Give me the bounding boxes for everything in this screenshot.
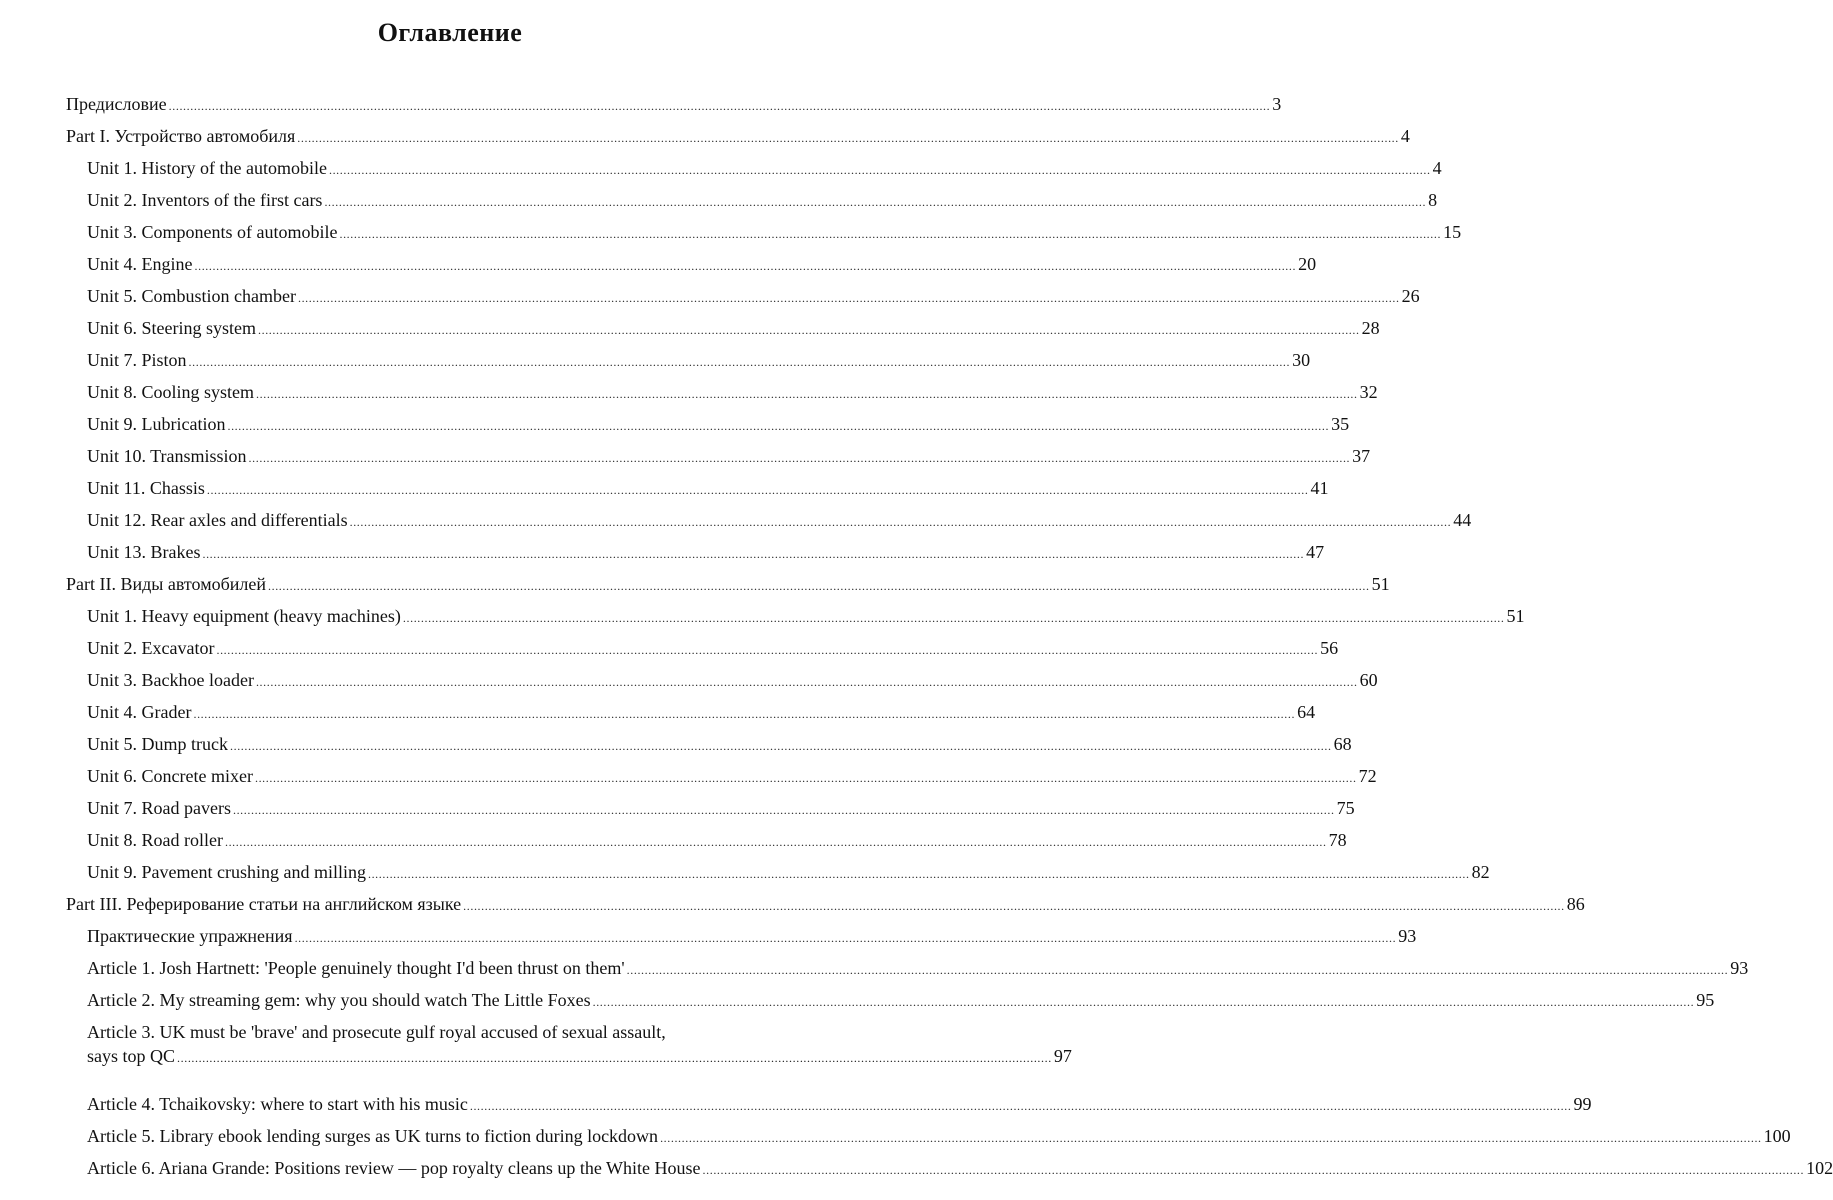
dot-leader (255, 766, 1357, 790)
toc-entry-page: 15 (1443, 222, 1462, 242)
toc-entry[interactable] (87, 188, 1438, 214)
toc-entry-page: 30 (1292, 350, 1311, 370)
toc-entry-label: Unit 5. Combustion chamber (87, 286, 296, 306)
toc-entry-label: Unit 12. Rear axles and differentials (87, 510, 348, 530)
toc-entry[interactable] (87, 764, 1377, 790)
toc-entry-label: Part II. Виды автомобилей (66, 574, 266, 594)
toc-entry-label: Unit 9. Pavement crushing and milling (87, 862, 366, 882)
dot-leader (403, 606, 1505, 630)
toc-entry-label: Unit 2. Excavator (87, 638, 215, 658)
dot-leader (195, 254, 1297, 278)
toc-entry-label: Article 5. Library ebook lending surges as UK turns to fiction during lockdown (87, 1126, 659, 1146)
toc-entry-label: Unit 13. Brakes (87, 542, 201, 562)
toc-entry-page: 78 (1328, 830, 1347, 850)
dot-leader (233, 798, 1335, 822)
toc-entry[interactable] (87, 796, 1355, 822)
toc-entry-page: 82 (1471, 862, 1490, 882)
toc-entry[interactable] (87, 380, 1378, 406)
toc-entry-label: Unit 2. Inventors of the first cars (87, 190, 323, 210)
toc-entry-label: Unit 3. Components of automobile (87, 222, 338, 242)
toc-entry-label: Unit 5. Dump truck (87, 734, 228, 754)
dot-leader (258, 318, 1360, 342)
toc-entry-page: 93 (1730, 958, 1749, 978)
toc-entry[interactable] (87, 924, 1417, 950)
toc-entry[interactable] (87, 444, 1371, 470)
toc-entry[interactable] (87, 156, 1442, 182)
dot-leader (324, 190, 1426, 214)
toc-entry[interactable] (87, 732, 1352, 758)
toc-entry-page: 35 (1331, 414, 1350, 434)
toc-entry-page: 32 (1359, 382, 1378, 402)
toc-entry[interactable] (66, 92, 1282, 118)
toc-entry[interactable] (87, 860, 1490, 886)
dot-leader (225, 830, 1327, 854)
toc-entry[interactable] (87, 636, 1339, 662)
toc-entry-page: 37 (1352, 446, 1371, 466)
dot-leader (298, 286, 1400, 310)
toc-entry-label: Article 3. UK must be 'brave' and prosecute gulf royal accused of sexual assault, (87, 1022, 666, 1042)
toc-entry-label: Unit 6. Steering system (87, 318, 256, 338)
toc-entry-label: Article 4. Tchaikovsky: where to start with his music (87, 1094, 468, 1114)
dot-leader (268, 574, 1370, 598)
page-title: Оглавление (377, 18, 523, 47)
toc-entry[interactable] (87, 1092, 1592, 1118)
toc-entry-page: 99 (1573, 1094, 1592, 1114)
toc-entry[interactable] (87, 348, 1311, 374)
toc-entry-page: 4 (1400, 126, 1410, 146)
toc-entry[interactable] (87, 668, 1378, 694)
toc-entry[interactable] (87, 1020, 1072, 1070)
toc-entry[interactable] (87, 1124, 1791, 1150)
toc-entry-page: 97 (1053, 1046, 1072, 1066)
toc-entry[interactable] (87, 988, 1715, 1014)
dot-leader (216, 638, 1318, 662)
toc-entry[interactable] (87, 284, 1420, 310)
toc-entry-label: Unit 8. Cooling system (87, 382, 255, 402)
dot-leader (297, 126, 1399, 150)
toc-entry-label: Unit 11. Chassis (87, 478, 205, 498)
toc-entry-page: 75 (1336, 798, 1355, 818)
toc-entry-page: 28 (1361, 318, 1380, 338)
dot-leader (249, 446, 1351, 470)
toc-entry-page: 100 (1763, 1126, 1791, 1146)
toc-entry-page: 93 (1398, 926, 1417, 946)
dot-leader (202, 542, 1304, 566)
dot-leader (227, 414, 1329, 438)
toc-entry[interactable] (87, 540, 1325, 566)
toc-entry-label: Unit 1. History of the automobile (87, 158, 327, 178)
toc-entry-page: 41 (1310, 478, 1329, 498)
dot-leader (169, 94, 1271, 118)
toc-entry[interactable] (87, 604, 1525, 630)
toc-entry-page: 72 (1358, 766, 1377, 786)
dot-leader (703, 1158, 1805, 1182)
dot-leader (295, 926, 1397, 950)
toc-entry[interactable] (66, 124, 1410, 150)
toc-entry-label: Unit 4. Grader (87, 702, 192, 722)
dot-leader (350, 510, 1452, 534)
toc-entry-page: 51 (1506, 606, 1525, 626)
toc-entry-page: 64 (1297, 702, 1316, 722)
toc-entry-label: Unit 4. Engine (87, 254, 193, 274)
toc-entry-page: 26 (1401, 286, 1420, 306)
toc-entry[interactable] (87, 508, 1472, 534)
toc-entry-label: Практические упражнения (87, 926, 293, 946)
dot-leader (207, 478, 1309, 502)
dot-leader (189, 350, 1291, 374)
toc-entry[interactable] (87, 476, 1329, 502)
toc-entry[interactable] (87, 412, 1350, 438)
dot-leader (339, 222, 1441, 246)
toc-entry-page: 60 (1359, 670, 1378, 690)
toc-entry[interactable] (87, 220, 1462, 246)
toc-entry-label: Unit 7. Road pavers (87, 798, 231, 818)
dot-leader (368, 862, 1470, 886)
toc-entry-page: 8 (1428, 190, 1438, 210)
toc-entry-label: Article 2. My streaming gem: why you should watch The Little Foxes (87, 990, 591, 1010)
toc-entry-label: Article 1. Josh Hartnett: 'People genuinely thought I'd been thrust on them' (87, 958, 625, 978)
toc-entry-page: 86 (1566, 894, 1585, 914)
toc-entry-label: Unit 8. Road roller (87, 830, 223, 850)
dot-leader: ................................................................................................................................................................................................................................................... (177, 1051, 1052, 1065)
toc-entry-page: 3 (1272, 94, 1282, 114)
dot-leader (329, 158, 1431, 182)
dot-leader (463, 894, 1565, 918)
toc-entry-page: 95 (1696, 990, 1715, 1010)
toc-entry[interactable] (66, 572, 1390, 598)
toc-entry[interactable] (87, 252, 1317, 278)
toc-entry[interactable] (87, 700, 1316, 726)
dot-leader (256, 382, 1358, 406)
toc-entry-label: Unit 6. Concrete mixer (87, 766, 253, 786)
toc-entry[interactable] (87, 1156, 1833, 1182)
dot-leader (593, 990, 1695, 1014)
toc-entry-label: Unit 9. Lubrication (87, 414, 226, 434)
dot-leader (470, 1094, 1572, 1118)
toc-entry-page: 47 (1306, 542, 1325, 562)
dot-leader (627, 958, 1729, 982)
dot-leader (256, 670, 1358, 694)
toc-entry-page: 51 (1371, 574, 1390, 594)
toc-entry-label: Unit 7. Piston (87, 350, 187, 370)
toc-entry-label: Unit 1. Heavy equipment (heavy machines) (87, 606, 401, 626)
toc-entry-label: Article 6. Ariana Grande: Positions review — pop royalty cleans up the White House (87, 1158, 701, 1178)
toc-entry-page: 56 (1320, 638, 1339, 658)
toc-entry[interactable] (87, 828, 1347, 854)
toc-entry-page: 44 (1453, 510, 1472, 530)
dot-leader (660, 1126, 1762, 1150)
toc-entry-label: Part I. Устройство автомобиля (66, 126, 296, 146)
toc-entry-label: Предисловие (66, 94, 167, 114)
toc-entry-page: 4 (1432, 158, 1442, 178)
toc-entry-label: Unit 10. Transmission (87, 446, 247, 466)
toc-entry-label-continued: says top QC (87, 1046, 176, 1066)
toc-entry[interactable] (87, 316, 1380, 342)
toc-entry-page: 102 (1806, 1158, 1833, 1178)
dot-leader (193, 702, 1295, 726)
toc-entry[interactable] (87, 956, 1749, 982)
dot-leader (230, 734, 1332, 758)
toc-entry-page: 20 (1298, 254, 1317, 274)
toc-entry-page: 68 (1333, 734, 1352, 754)
toc-entry-label: Unit 3. Backhoe loader (87, 670, 254, 690)
toc-entry[interactable] (66, 892, 1585, 918)
toc-entry-label: Part III. Реферирование статьи на английском языке (66, 894, 462, 914)
